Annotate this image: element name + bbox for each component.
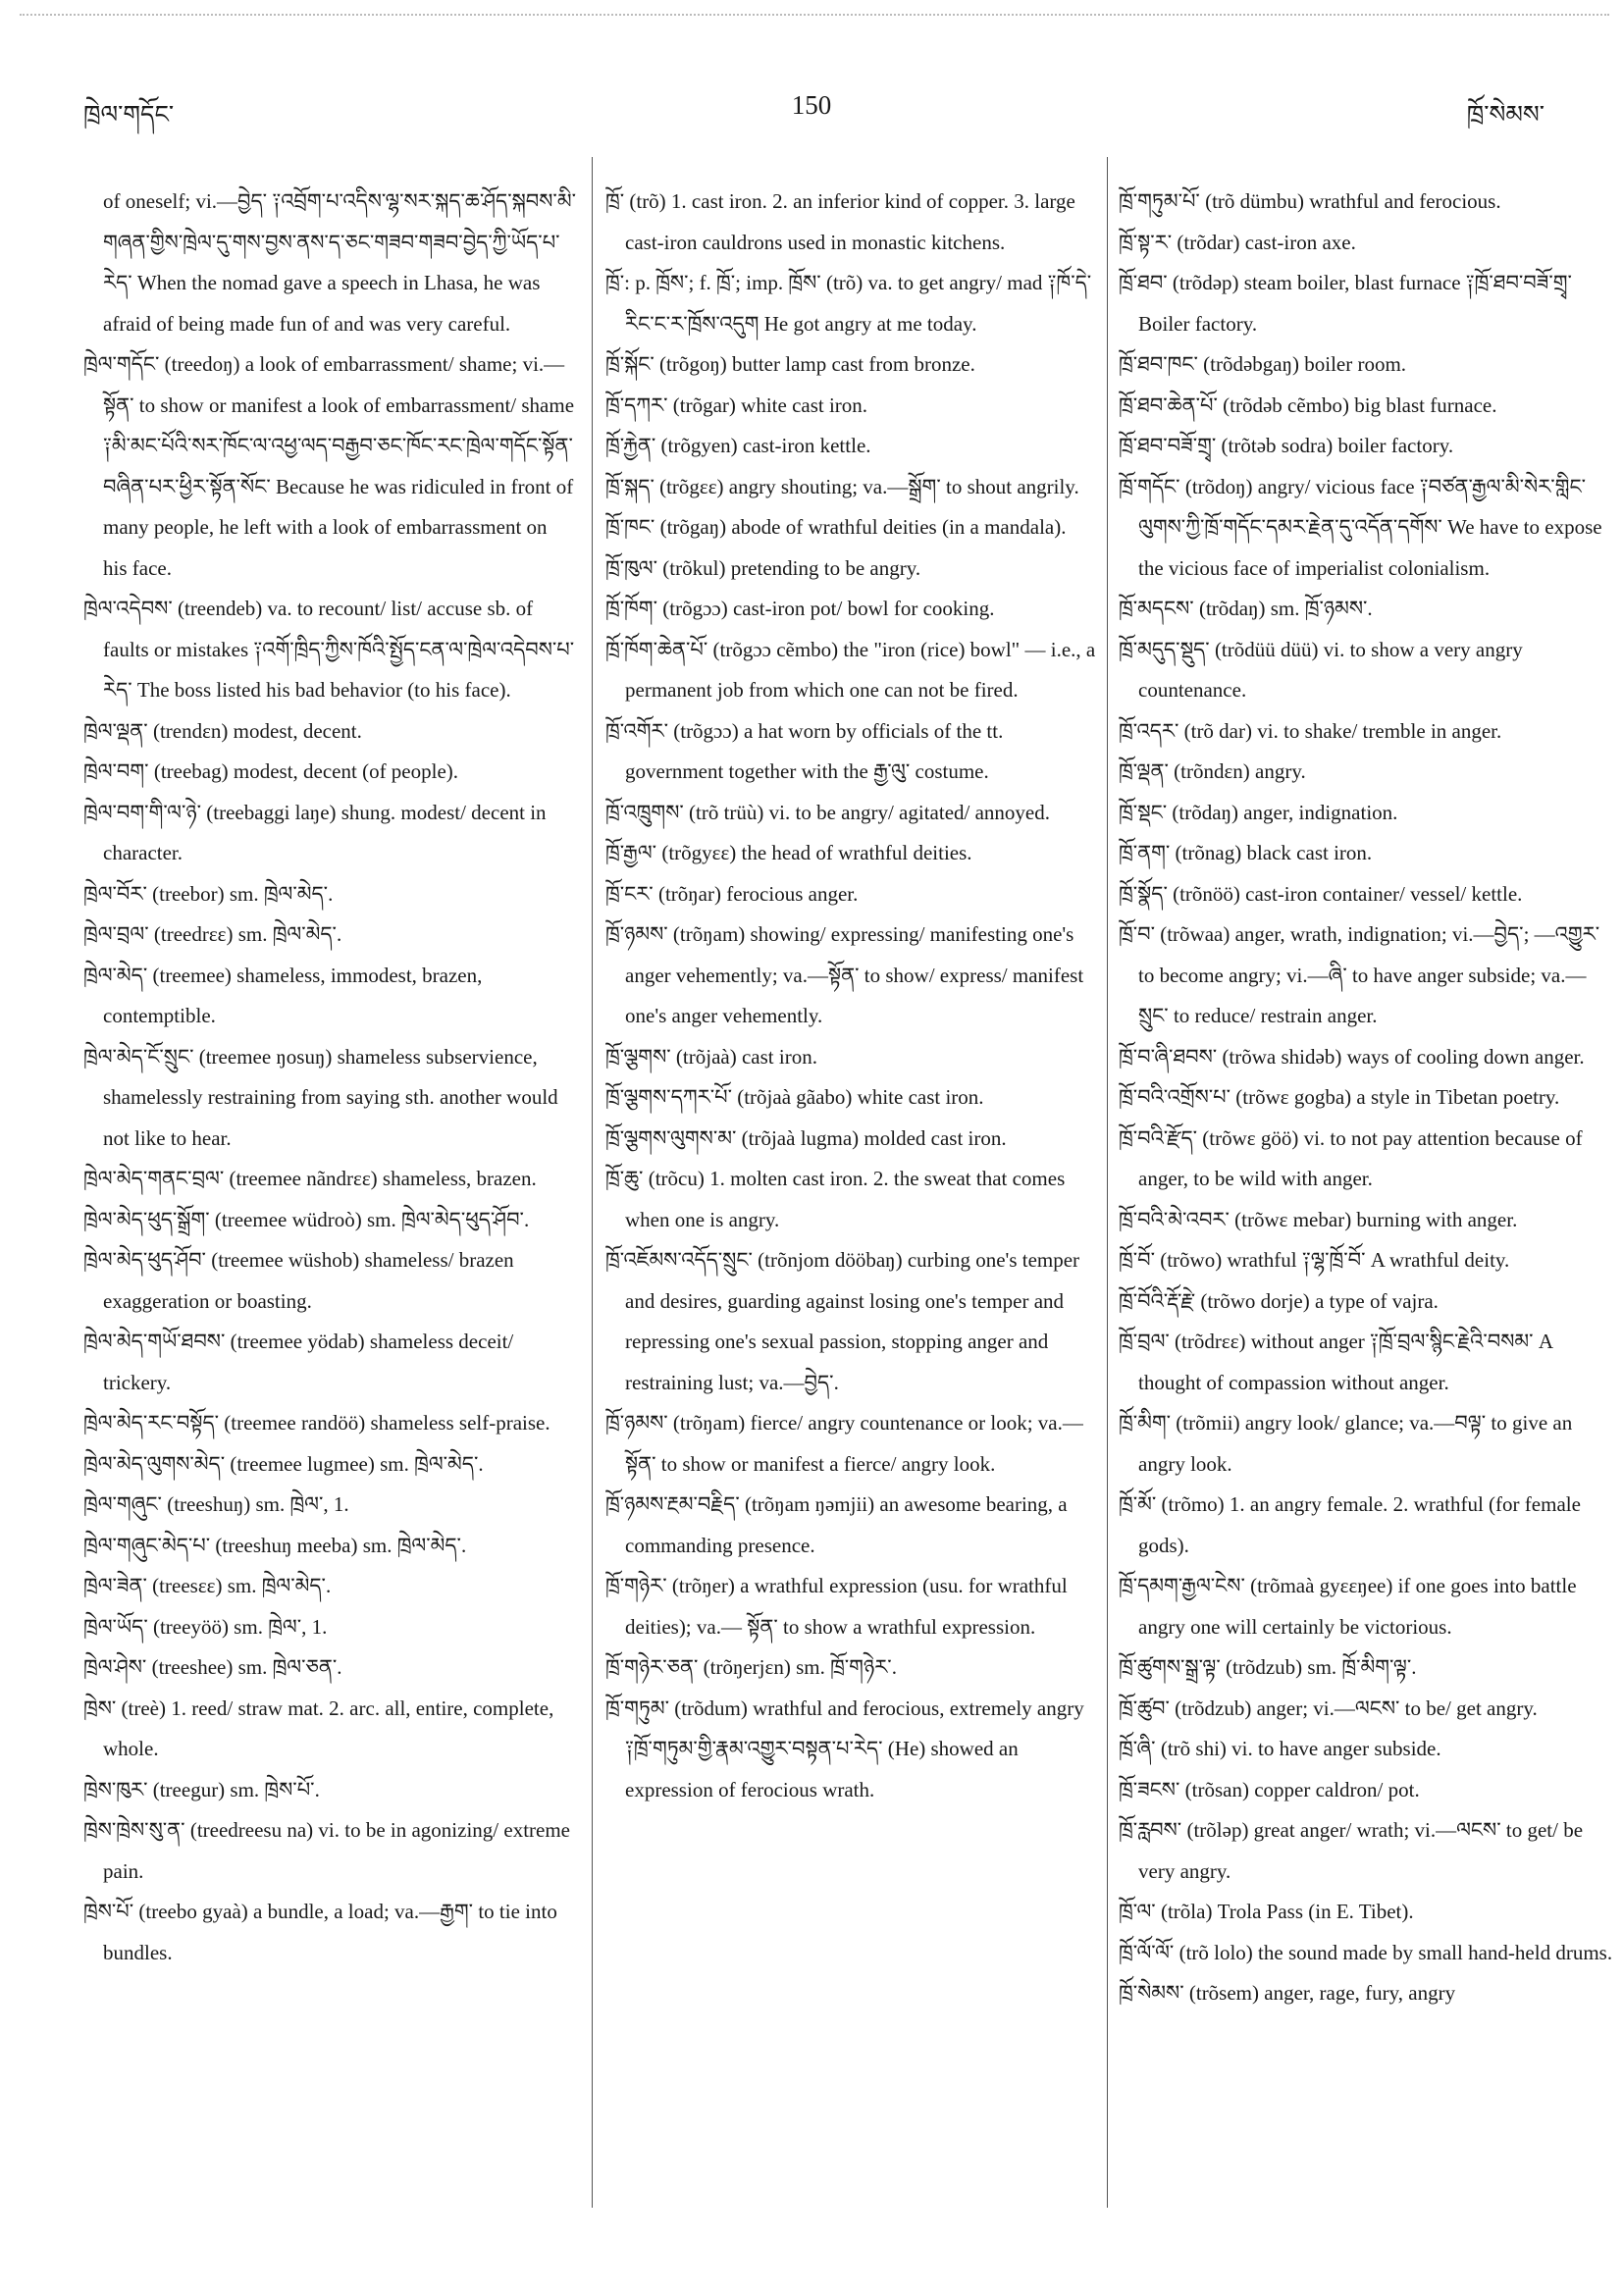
top-edge-dots (20, 14, 1609, 16)
dictionary-entry: ཁྲོ་སྡང་ (trõdaŋ) anger, indignation. (1119, 800, 1398, 824)
dictionary-entry: ཁྲོ་བོའི་རྡོ་རྗེ་ (trõwo dorje) a type of vajra. (1119, 1288, 1439, 1313)
dictionary-entry: ཁྲེལ་ཟེན་ (treesɛɛ) sm. ཁྲེལ་མེད་. (83, 1574, 332, 1597)
dictionary-entry: ཁྲེལ་བག་གི་ལ་ཉེ་ (treebaggi laŋe) shung. modest/ decent in character. (83, 800, 547, 864)
dictionary-entry: ཁྲོ་ལྕགས་ལུགས་མ་ (trõjaà lugma) molded cast iron. (605, 1125, 1007, 1150)
dictionary-entry: ཁྲོ་ཐབ་ (trõdəp) steam boiler, blast furnace ༑ཁྲོ་ཐབ་བཟོ་གྲྭ་ Boiler factory. (1119, 271, 1572, 336)
dictionary-entry: ཁྲེལ་བོར་ (treebor) sm. ཁྲེལ་མེད་. (83, 881, 334, 906)
dictionary-entry: ཁྲོ་མདངས་ (trõdaŋ) sm. ཁྲོ་ཉམས་. (1119, 597, 1373, 620)
dictionary-entry: ཁྲོ་བྲལ་ (trõdrɛɛ) without anger ༑ཁྲོ་བྲལ་སྙིང་རྗེའི་བསམ་ A thought of compassion without anger. (1119, 1330, 1552, 1394)
dictionary-entry: ཁྲེས་ཁྲེས་སུ་ན་ (treedreesu na) vi. to be in agonizing/ extreme pain. (83, 1818, 570, 1883)
dictionary-entry: ཁྲོ་རྒྱལ་ (trõgyɛɛ) the head of wrathful deities. (605, 841, 972, 864)
dictionary-entry: ཁྲེལ་འདེབས་ (treendeb) va. to recount/ list/ accuse sb. of faults or mistakes ༑འགོ་ཁྲིད་ཀྱིས་ཁོའི་སྤྱོད་ངན་ལ་ཁྲེལ་འདེབས་པ་རེད་ The boss listed his bad behavior (to his face). (83, 597, 575, 702)
column-3 (1119, 182, 1614, 2014)
dictionary-entry: ཁྲོ་བོ་ (trõwo) wrathful ༑ལྷ་ཁྲོ་བོ་ A wrathful deity. (1119, 1248, 1510, 1272)
dictionary-entry: ཁྲེལ་མེད་ཕུད་སྒྲོག་ (treemee wüdroò) sm. ཁྲེལ་མེད་ཕུད་ཤོབ་. (83, 1207, 530, 1231)
dictionary-entry: ཁྲོ་སྣོད་ (trõnöö) cast-iron container/ vessel/ kettle. (1119, 881, 1523, 906)
dictionary-entry: ཁྲེས་ (treè) 1. reed/ straw mat. 2. arc. all, entire, complete, whole. (83, 1696, 554, 1760)
dictionary-entry: ཁྲོ་སྐད་ (trõgɛɛ) angry shouting; va.—སྒྲོག་ to shout angrily. (605, 474, 1079, 498)
dictionary-entry: ཁྲོ་ཉམས་ (trõŋam) fierce/ angry countenance or look; va.—སྟོན་ to show or manifest a fierce/ angry look. (605, 1411, 1083, 1476)
dictionary-entry: ཁྲེལ་མེད་ངོ་སྲུང་ (treemee ŋosuŋ) shameless subservience, shamelessly restraining from saying sth. another would not like to hear. (83, 1044, 558, 1150)
dictionary-entry: ཁྲོ་ཉམས་རྔམ་བརྗིད་ (trõŋam ŋəmjii) an awesome bearing, a commanding presence. (605, 1492, 1068, 1557)
column-2 (605, 182, 1096, 1810)
dictionary-entry: ཁྲོ་མོ་ (trõmo) 1. an angry female. 2. wrathful (for female gods). (1119, 1492, 1581, 1557)
dictionary-entry: ཁྲོ་འཇོམས་འདོད་སྲུང་ (trõnjom dööbaŋ) curbing one's temper and desires, guarding against losing one's temper and repressing one's sexual passion, stopping anger and restraining lust; va.—བྱེད་. (605, 1248, 1080, 1394)
dictionary-entry: ཁྲོ་གཏུམ་པོ་ (trõ dümbu) wrathful and ferocious. (1119, 189, 1501, 213)
dictionary-entry: ཁྲོ་ཐབ་བཟོ་གྲྭ་ (trõtəb sodra) boiler factory. (1119, 434, 1454, 457)
dictionary-entry: ཁྲེལ་གཞུང་མེད་པ་ (treeshuŋ meeba) sm. ཁྲེལ་མེད་. (83, 1533, 467, 1557)
dictionary-entry: ཁྲོ་གཏུམ་ (trõdum) wrathful and ferocious, extremely angry ༑ཁྲོ་གཏུམ་གྱི་རྣམ་འགྱུར་བསྟན་པ་རེད་ (He) showed an expression of ferocious wrath. (605, 1696, 1084, 1801)
running-head-right: ཁྲོ་སེམས་ (1466, 102, 1544, 129)
dictionary-entry: ཁྲོ་ཁོག་ (trõgɔɔ) cast-iron pot/ bowl for cooking. (605, 597, 995, 620)
dictionary-entry: ཁྲོ་ངར་ (trõŋar) ferocious anger. (605, 881, 859, 906)
dictionary-entry: ཁྲེལ་མེད་ལུགས་མེད་ (treemee lugmee) sm. ཁྲེལ་མེད་. (83, 1451, 484, 1476)
dictionary-entry: ཁྲེལ་བག་ (treebag) modest, decent (of people). (83, 759, 459, 783)
dictionary-entry: ཁྲོ་ཟངས་ (trõsan) copper caldron/ pot. (1119, 1777, 1420, 1801)
dictionary-entry: ཁྲོ་ལོ་ལོ་ (trõ lolo) the sound made by small hand-held drums. (1119, 1940, 1613, 1964)
running-head-left: ཁྲེལ་གདོང་ (83, 102, 175, 129)
dictionary-entry: ཁྲོ་གདོང་ (trõdoŋ) angry/ vicious face ༑བཙན་རྒྱལ་མི་སེར་གླིང་ལུགས་ཀྱི་ཁྲོ་གདོང་དམར་རྗེན་དུ་འདོན་དགོས་ We have to expose the vicious face of imperialist colonialism. (1119, 474, 1602, 580)
dictionary-entry: ཁྲེལ་ཡོད་ (treeyöö) sm. ཁྲེལ་, 1. (83, 1614, 328, 1639)
dictionary-entry: ཁྲེལ་གཞུང་ (treeshuŋ) sm. ཁྲེལ་, 1. (83, 1492, 349, 1516)
dictionary-entry: ཁྲོ་: p. ཁྲོས་; f. ཁྲོ་; imp. ཁྲོས་ (trõ) va. to get angry/ mad ༑ཁོ་དེ་རིང་ང་ར་ཁྲོས་འདུག He got angry at me today. (605, 271, 1092, 336)
dictionary-entry: ཁྲོ་ལྕགས་ (trõjaà) cast iron. (605, 1044, 817, 1069)
dictionary-entry: ཁྲོ་ཆུ་ (trõcu) 1. molten cast iron. 2. the sweat that comes when one is angry. (605, 1167, 1066, 1231)
column-divider (592, 157, 593, 2208)
dictionary-entry: ཁྲེལ་མེད་གཡོ་ཐབས་ (treemee yödab) shameless deceit/ trickery. (83, 1330, 514, 1394)
dictionary-entry: ཁྲོ་དམག་རྒྱལ་ངེས་ (trõmaà gyɛɛŋee) if one goes into battle angry one will certainly be victorious. (1119, 1574, 1577, 1639)
dictionary-entry: ཁྲོ་དཀར་ (trõgar) white cast iron. (605, 392, 868, 417)
column-1 (83, 182, 576, 1973)
dictionary-entry: ཁྲོ་སེམས་ (trõsem) anger, rage, fury, angry (1119, 1981, 1456, 2005)
page-number: 150 (791, 90, 832, 120)
dictionary-entry: ཁྲོ་སྐོང་ (trõgoŋ) butter lamp cast from bronze. (605, 352, 975, 376)
dictionary-entry: ཁྲེལ་མེད་ (treemee) shameless, immodest, brazen, contemptible. (83, 963, 483, 1027)
dictionary-entry: ཁྲོ་མདུད་སྡུད་ (trõdüü düü) vi. to show a very angry countenance. (1119, 637, 1523, 702)
dictionary-entry: ཁྲེལ་གདོང་ (treedoŋ) a look of embarrassment/ shame; vi.—སྟོན་ to show or manifest a look of embarrassment/ shame ༑མི་མང་པོའི་སར་ཁོང་ལ་འཕྱ་ལད་བརྒྱབ་ཅང་ཁོང་རང་ཁྲེལ་གདོང་སྟོན་བཞིན་པར་ཕྱིར་སྟོན་སོང་ Because he was ridiculed in front of many people, he left with a look of embarrassment on his face. (83, 352, 575, 580)
dictionary-entry: ཁྲོ་ཚུབ་ (trõdzub) anger; vi.—ལངས་ to be/ get angry. (1119, 1696, 1538, 1720)
dictionary-entry: ཁྲེལ་ལྡན་ (trendɛn) modest, decent. (83, 718, 362, 743)
dictionary-entry: of oneself; vi.—བྱེད་ ༑འབྲོག་པ་འདིས་ལྷ་སར་སྐད་ཆ་ཤོད་སྐབས་མི་གཞན་གྱིས་ཁྲེལ་དུ་གས་བྱས་ནས་ད་ཅང་གཟབ་གཟབ་བྱེད་ཀྱི་ཡོད་པ་རེད་ When the nomad gave a speech in Lhasa, he was afraid of being made fun of and was very careful. (103, 189, 576, 336)
dictionary-entry: ཁྲོ་ཚུགས་སྒྲ་ལྟ་ (trõdzub) sm. ཁྲོ་མིག་ལྟ་. (1119, 1655, 1417, 1679)
dictionary-entry: ཁྲོ་བའི་འགྲོས་པ་ (trõwɛ gogba) a style in Tibetan poetry. (1119, 1085, 1560, 1109)
dictionary-entry: ཁྲོ་ཁོག་ཆེན་པོ་ (trõgɔɔ cẽmbo) the "iron (rice) bowl" — i.e., a permanent job from which one can not be fired. (605, 637, 1096, 702)
dictionary-entry: ཁྲོ་མིག་ (trõmii) angry look/ glance; va.—བལྟ་ to give an angry look. (1119, 1411, 1573, 1476)
dictionary-entry: ཁྲོ་འགོར་ (trõgɔɔ) a hat worn by officials of the tt. government together with the རྒྱ་ལུ་ costume. (605, 718, 1004, 783)
dictionary-entry: ཁྲོ་རྐྱེན་ (trõgyen) cast-iron kettle. (605, 434, 871, 457)
dictionary-entry: ཁྲོ་བ་ཞི་ཐབས་ (trõwa shidəb) ways of cooling down anger. (1119, 1044, 1585, 1069)
dictionary-entry: ཁྲོ་གཉེར་ (trõŋer) a wrathful expression (usu. for wrathful deities); va.— སྟོན་ to show a wrathful expression. (605, 1574, 1068, 1639)
dictionary-entry: ཁྲེལ་བྲལ་ (treedrɛɛ) sm. ཁྲེལ་མེད་. (83, 922, 342, 946)
dictionary-entry: ཁྲོ་ཐབ་ཁང་ (trõdəbgaŋ) boiler room. (1119, 352, 1407, 376)
dictionary-entry: ཁྲོ་བ་ (trõwaa) anger, wrath, indignation; vi.—བྱེད་; —འགྱུར་ to become angry; vi.—ཞི་ to have anger subside; va.—སྲུང་ to reduce/ restrain anger. (1119, 922, 1600, 1027)
dictionary-entry: ཁྲོ་ཁུལ་ (trõkul) pretending to be angry. (605, 555, 921, 580)
dictionary-entry: ཁྲོ་རླབས་ (trõləp) great anger/ wrath; vi.—ལངས་ to get/ be very angry. (1119, 1818, 1584, 1883)
column-divider (1107, 157, 1108, 2208)
dictionary-entry: ཁྲོ་གཉེར་ཅན་ (trõŋerjɛn) sm. ཁྲོ་གཉེར་. (605, 1655, 897, 1679)
dictionary-entry: ཁྲོ་བའི་རྫོད་ (trõwɛ göö) vi. to not pay attention because of anger, to be wild with anger. (1119, 1125, 1583, 1190)
dictionary-entry: ཁྲོ་ལྕགས་དཀར་པོ་ (trõjaà gãabo) white cast iron. (605, 1085, 984, 1109)
dictionary-entry: ཁྲོ་ཉམས་ (trõŋam) showing/ expressing/ manifesting one's anger vehemently; va.—སྟོན་ to show/ express/ manifest one's anger vehemently. (605, 922, 1084, 1027)
dictionary-entry: ཁྲོ་ནག་ (trõnag) black cast iron. (1119, 841, 1373, 864)
dictionary-entry: ཁྲེལ་མེད་གནང་བྲལ་ (treemee nãndrɛɛ) shameless, brazen. (83, 1167, 537, 1190)
dictionary-entry: ཁྲོ་བའི་མེ་འབར་ (trõwɛ mebar) burning with anger. (1119, 1207, 1518, 1231)
dictionary-entry: ཁྲོ་ཐབ་ཆེན་པོ་ (trõdəb cẽmbo) big blast furnace. (1119, 392, 1497, 417)
dictionary-entry: ཁྲོ་འདར་ (trõ dar) vi. to shake/ tremble in anger. (1119, 718, 1502, 743)
dictionary-entry: ཁྲོ་ལ་ (trõla) Trola Pass (in E. Tibet). (1119, 1900, 1414, 1923)
dictionary-entry: ཁྲོ་ཁང་ (trõgaŋ) abode of wrathful deities (in a mandala). (605, 515, 1067, 539)
dictionary-entry: ཁྲེལ་མེད་རང་བསྟོད་ (treemee randöö) shameless self-praise. (83, 1411, 550, 1435)
dictionary-entry: ཁྲོ་ (trõ) 1. cast iron. 2. an inferior kind of copper. 3. large cast-iron cauldrons used in monastic kitchens. (605, 189, 1075, 254)
dictionary-entry: ཁྲེས་ཁུར་ (treegur) sm. ཁྲེས་པོ་. (83, 1777, 320, 1801)
dictionary-entry: ཁྲེལ་མེད་ཕུད་ཤོབ་ (treemee wüshob) shameless/ brazen exaggeration or boasting. (83, 1248, 514, 1313)
dictionary-entry: ཁྲེས་པོ་ (treebo gyaà) a bundle, a load; va.—རྒྱག་ to tie into bundles. (83, 1900, 557, 1964)
dictionary-entry: ཁྲོ་འཁྲུགས་ (trõ trüù) vi. to be angry/ agitated/ annoyed. (605, 800, 1051, 824)
dictionary-entry: ཁྲོ་སྟ་ར་ (trõdar) cast-iron axe. (1119, 230, 1356, 254)
dictionary-entry: ཁྲེལ་ཤེས་ (treeshee) sm. ཁྲེལ་ཅན་. (83, 1655, 342, 1679)
dictionary-entry: ཁྲོ་ཞི་ (trõ shi) vi. to have anger subside. (1119, 1737, 1441, 1760)
dictionary-entry: ཁྲོ་ལྡན་ (trõndɛn) angry. (1119, 759, 1306, 783)
